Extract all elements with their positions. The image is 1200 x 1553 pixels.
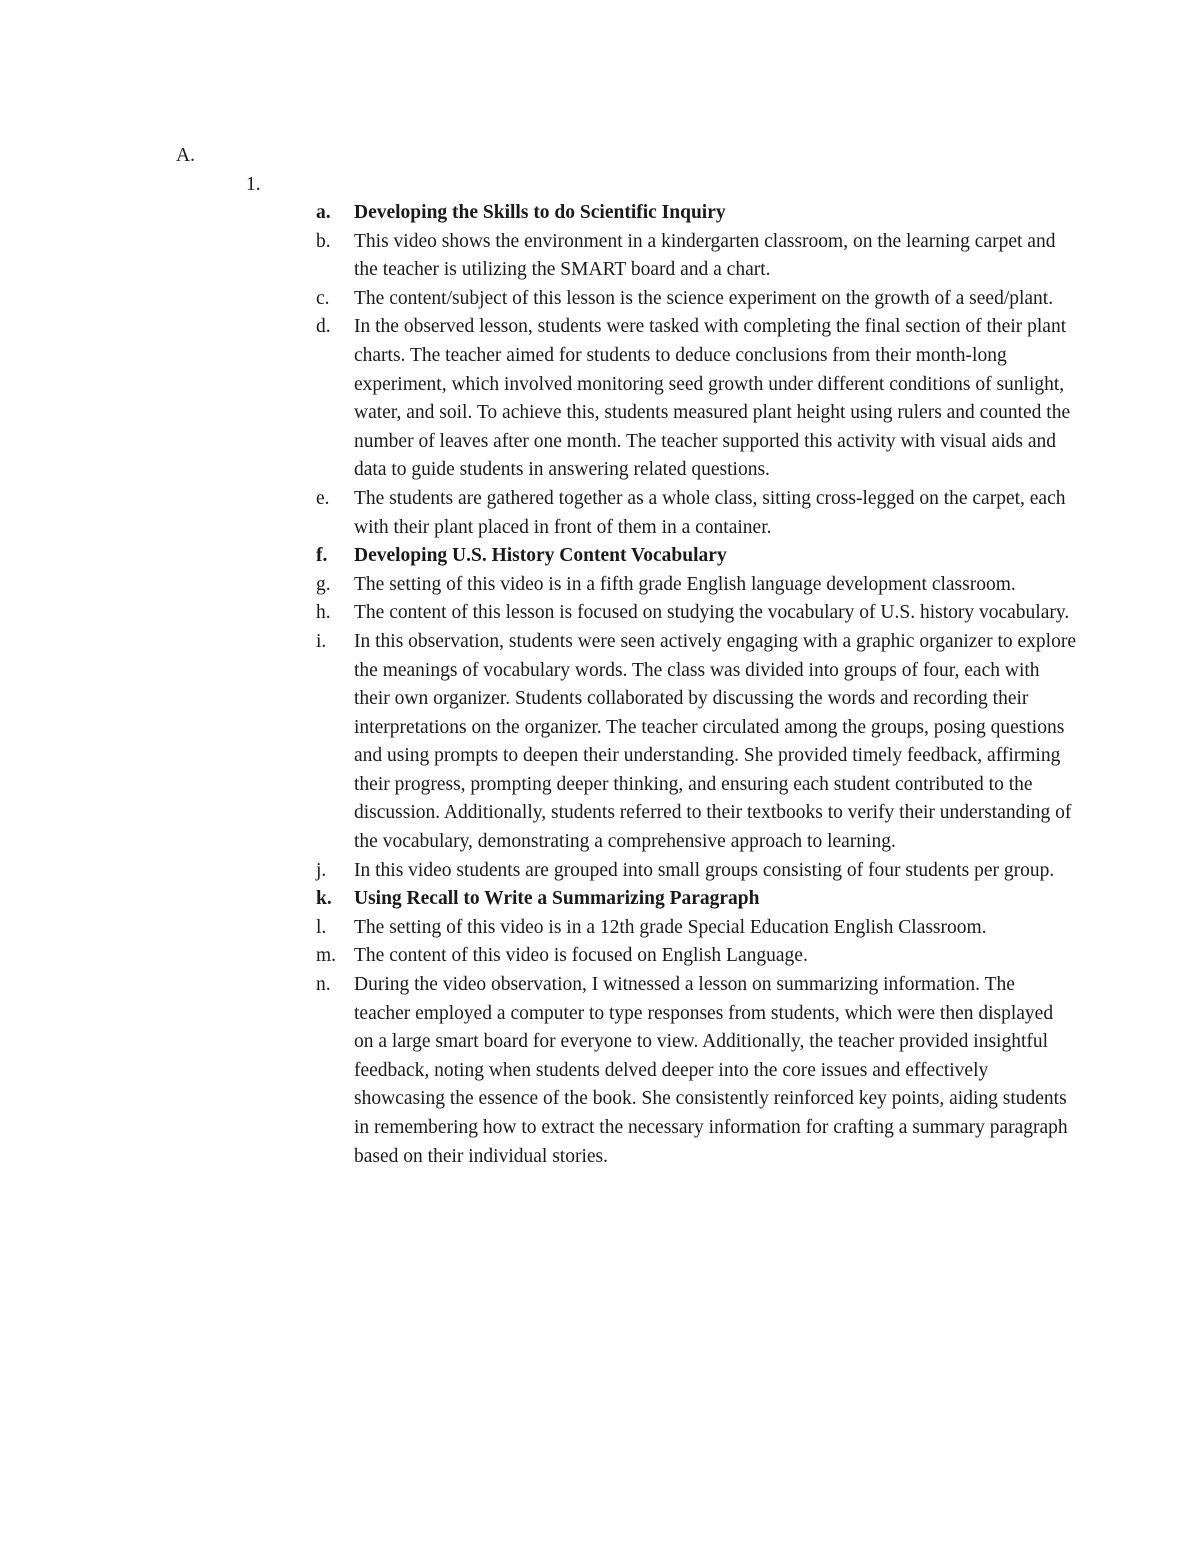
list-marker: i. xyxy=(316,630,327,652)
item-text: The setting of this video is in a fifth grade English language development classroom. xyxy=(354,573,1016,595)
list-marker: e. xyxy=(316,487,330,509)
item-text: The content of this lesson is focused on studying the vocabulary of U.S. history vocabulary. xyxy=(354,602,1070,624)
list-marker: f. xyxy=(316,545,328,567)
list-marker: l. xyxy=(316,916,327,938)
section-heading-item xyxy=(316,199,1076,228)
list-item xyxy=(316,942,1076,971)
outline-marker-1: 1. xyxy=(246,174,261,195)
section-heading-item xyxy=(316,542,1076,571)
list-item xyxy=(316,485,1076,542)
list-item xyxy=(316,628,1076,857)
list-marker: g. xyxy=(316,573,331,595)
list-marker: j. xyxy=(316,859,327,881)
list-marker: d. xyxy=(316,316,331,338)
list-item xyxy=(316,228,1076,285)
list-marker: m. xyxy=(316,945,337,967)
section-heading: Developing U.S. History Content Vocabulary xyxy=(354,545,727,567)
list-marker: n. xyxy=(316,974,331,996)
list-marker: h. xyxy=(316,602,331,624)
list-item xyxy=(316,857,1076,886)
list-item xyxy=(316,599,1076,628)
section-heading: Using Recall to Write a Summarizing Paragraph xyxy=(354,888,760,910)
item-text: In this video students are grouped into small groups consisting of four students per group. xyxy=(354,859,1055,881)
list-marker: k. xyxy=(316,888,332,910)
item-text: The content of this video is focused on English Language. xyxy=(354,945,808,967)
list-item xyxy=(316,571,1076,600)
item-text: The content/subject of this lesson is the science experiment on the growth of a seed/plant. xyxy=(354,287,1054,309)
list-item xyxy=(316,313,1076,485)
item-text: The setting of this video is in a 12th grade Special Education English Classroom. xyxy=(354,916,987,938)
list-marker: a. xyxy=(316,202,331,223)
section-heading: Developing the Skills to do Scientific Inquiry xyxy=(354,202,726,223)
item-text: The students are gathered together as a whole class, sitting cross-legged on the carpet, each with their plant placed in front of them in a container. xyxy=(354,487,1066,538)
list-item xyxy=(316,914,1076,943)
item-text: During the video observation, I witnessed a lesson on summarizing information. The teacher employed a computer to type responses from students, which were then displayed on a large smart board for everyone to view. Additionally, the teacher provided insightful feedback, noting when students delved deeper into the core issues and effectively showcasing the essence of the book. She consistently reinforced key points, aiding students in remembering how to extract the necessary information for crafting a summary paragraph based on their individual stories. xyxy=(354,974,1068,1167)
item-text: In this observation, students were seen actively engaging with a graphic organizer to explore the meanings of vocabulary words. The class was divided into groups of four, each with their own organizer. Students collaborated by discussing the words and recording their interpretations on the organizer. The teacher circulated among the groups, posing questions and using prompts to deepen their understanding. She provided timely feedback, affirming their progress, prompting deeper thinking, and ensuring each student contributed to the discussion. Additionally, students referred to their textbooks to verify their understanding of the vocabulary, demonstrating a comprehensive approach to learning. xyxy=(354,630,1076,853)
section-heading-item xyxy=(316,885,1076,914)
list-item xyxy=(316,971,1076,1171)
list-item xyxy=(316,285,1076,314)
observation-list xyxy=(316,199,1076,1171)
list-marker: b. xyxy=(316,230,331,252)
item-text: This video shows the environment in a kindergarten classroom, on the learning carpet and the teacher is utilizing the SMART board and a chart. xyxy=(354,230,1056,281)
item-text: In the observed lesson, students were tasked with completing the final section of their plant charts. The teacher aimed for students to deduce conclusions from their month-long experiment, which involved monitoring seed growth under different conditions of sunlight, water, and soil. To achieve this, students measured plant height using rulers and counted the number of leaves after one month. The teacher supported this activity with visual aids and data to guide students in answering related questions. xyxy=(354,316,1071,481)
outline-marker-a: A. xyxy=(176,145,195,166)
list-marker: c. xyxy=(316,287,330,309)
